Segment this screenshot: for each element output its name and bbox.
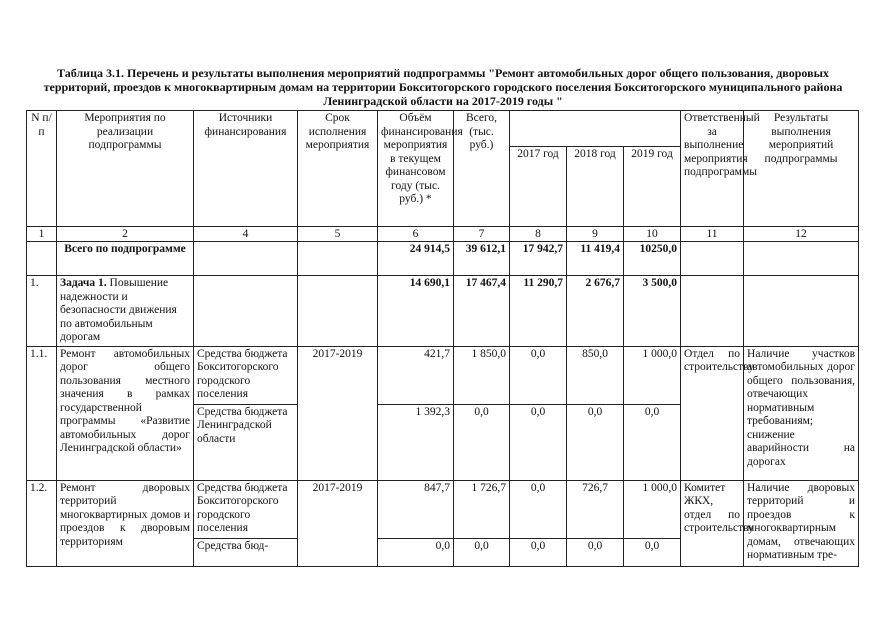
col-num-7: 7 — [454, 227, 510, 242]
row-1-1-measure: Ремонт автомобильных дорог общего пользования местного значения в рамках государственной программы «Развитие автомобильных дорог Ленинградской области» — [57, 346, 194, 480]
col-num-6: 6 — [378, 227, 454, 242]
row-1-1-responsible: Отдел по строительству — [681, 346, 744, 480]
total-2018: 11 419,4 — [567, 242, 624, 276]
col-num-12: 12 — [744, 227, 859, 242]
row-1-1-2019-1: 1 000,0 — [624, 346, 681, 404]
task1-label — [57, 276, 194, 347]
total-2017: 17 942,7 — [510, 242, 567, 276]
row-1-2-sum-1: 1 726,7 — [454, 480, 510, 538]
row-1-1-volume-2: 1 392,3 — [378, 404, 454, 480]
row-1-1-a — [27, 346, 859, 404]
row-1-2-responsible: Комитет ЖКХ, отдел по строительству — [681, 480, 744, 566]
row-1-1-2017-2: 0,0 — [510, 404, 567, 480]
row-1-2-source-2: Средства бюд- — [194, 538, 298, 566]
row-1-2-results: Наличие дворовых территорий и проездов к многоквартирным домам, отвечающих нормативным тре- — [744, 480, 859, 566]
header-term: Срок исполнения мероприятия — [298, 111, 378, 227]
row-1-2-2019-1: 1 000,0 — [624, 480, 681, 538]
task1-2019: 3 500,0 — [624, 276, 681, 347]
row-1-1-source-2: Средства бюджета Ленинградской области — [194, 404, 298, 480]
row-1-2-measure: Ремонт дворовых территорий многоквартирных домов и проездов к дворовым территориям — [57, 480, 194, 566]
task1-label-bold: Задача 1. — [60, 277, 107, 289]
row-1-1-num: 1.1. — [27, 346, 57, 480]
header-num: N п/п — [27, 111, 57, 227]
row-1-1-2017-1: 0,0 — [510, 346, 567, 404]
row-1-2-2017-1: 0,0 — [510, 480, 567, 538]
row-1-2-2017-2: 0,0 — [510, 538, 567, 566]
col-num-4: 4 — [194, 227, 298, 242]
task1-sum: 17 467,4 — [454, 276, 510, 347]
row-1-2-2018-2: 0,0 — [567, 538, 624, 566]
header-total: Всего, (тыс. руб.) — [454, 111, 510, 227]
table-caption: Таблица 3.1. Перечень и результаты выполнения мероприятий подпрограммы "Ремонт автомобильных дорог общего пользования, дворовых территорий, проездов к многоквартирным домам на территории Бокситогорского городского поселения Бокситогорского муниципального района Ленинградской области на 2017-2019 годы " — [43, 66, 843, 108]
task1-2017: 11 290,7 — [510, 276, 567, 347]
header-results: Результаты выполнения мероприятий подпрограммы — [744, 111, 859, 227]
header-volume: Объём финансирования мероприятия в текущем финансовом году (тыс. руб.) * — [378, 111, 454, 227]
col-num-1: 1 — [27, 227, 57, 242]
row-1-2-volume-2: 0,0 — [378, 538, 454, 566]
row-1-1-2019-2: 0,0 — [624, 404, 681, 480]
row-1-1-volume-1: 421,7 — [378, 346, 454, 404]
total-label: Всего по подпрограмме — [57, 242, 194, 276]
col-num-5: 5 — [298, 227, 378, 242]
row-1-2-sum-2: 0,0 — [454, 538, 510, 566]
header-responsible: Ответственный за выполнение мероприятия подпрограммы — [681, 111, 744, 227]
task1-volume: 14 690,1 — [378, 276, 454, 347]
col-num-9: 9 — [567, 227, 624, 242]
task1-num: 1. — [27, 276, 57, 347]
column-number-row — [27, 227, 859, 242]
task1-2018: 2 676,7 — [567, 276, 624, 347]
row-1-2-2019-2: 0,0 — [624, 538, 681, 566]
header-row-1 — [27, 111, 859, 147]
row-1-2-2018-1: 726,7 — [567, 480, 624, 538]
row-1-2-volume-1: 847,7 — [378, 480, 454, 538]
row-1-1-sum-2: 0,0 — [454, 404, 510, 480]
row-1-2-term: 2017-2019 — [298, 480, 378, 566]
row-1-1-2018-1: 850,0 — [567, 346, 624, 404]
col-num-2: 2 — [57, 227, 194, 242]
row-1-1-sum-1: 1 850,0 — [454, 346, 510, 404]
header-2018: 2018 год — [567, 147, 624, 227]
row-1-1-source-1: Средства бюджета Бокситогорского городского поселения — [194, 346, 298, 404]
row-1-1-2018-2: 0,0 — [567, 404, 624, 480]
row-1-1-results: Наличие участков автомобильных дорог общего пользования, отвечающих нормативным требованиям; снижение аварийности на дорогах — [744, 346, 859, 480]
task1-row — [27, 276, 859, 347]
total-volume: 24 914,5 — [378, 242, 454, 276]
row-1-2-num: 1.2. — [27, 480, 57, 566]
row-1-2-a — [27, 480, 859, 538]
total-2019: 10250,0 — [624, 242, 681, 276]
header-2019: 2019 год — [624, 147, 681, 227]
header-2017: 2017 год — [510, 147, 567, 227]
row-1-1-term: 2017-2019 — [298, 346, 378, 480]
header-measures: Мероприятия по реализации подпрограммы — [57, 111, 194, 227]
row-1-2-source-1: Средства бюджета Бокситогорского городского поселения — [194, 480, 298, 538]
total-sum: 39 612,1 — [454, 242, 510, 276]
col-num-10: 10 — [624, 227, 681, 242]
header-years-group — [510, 111, 681, 147]
measures-table — [26, 110, 859, 567]
task1-label-rest: Повышение надежности и безопасности движения по автомобильным дорогам — [60, 277, 177, 343]
header-sources: Источники финансирования — [194, 111, 298, 227]
col-num-11: 11 — [681, 227, 744, 242]
total-row — [27, 242, 859, 276]
col-num-8: 8 — [510, 227, 567, 242]
